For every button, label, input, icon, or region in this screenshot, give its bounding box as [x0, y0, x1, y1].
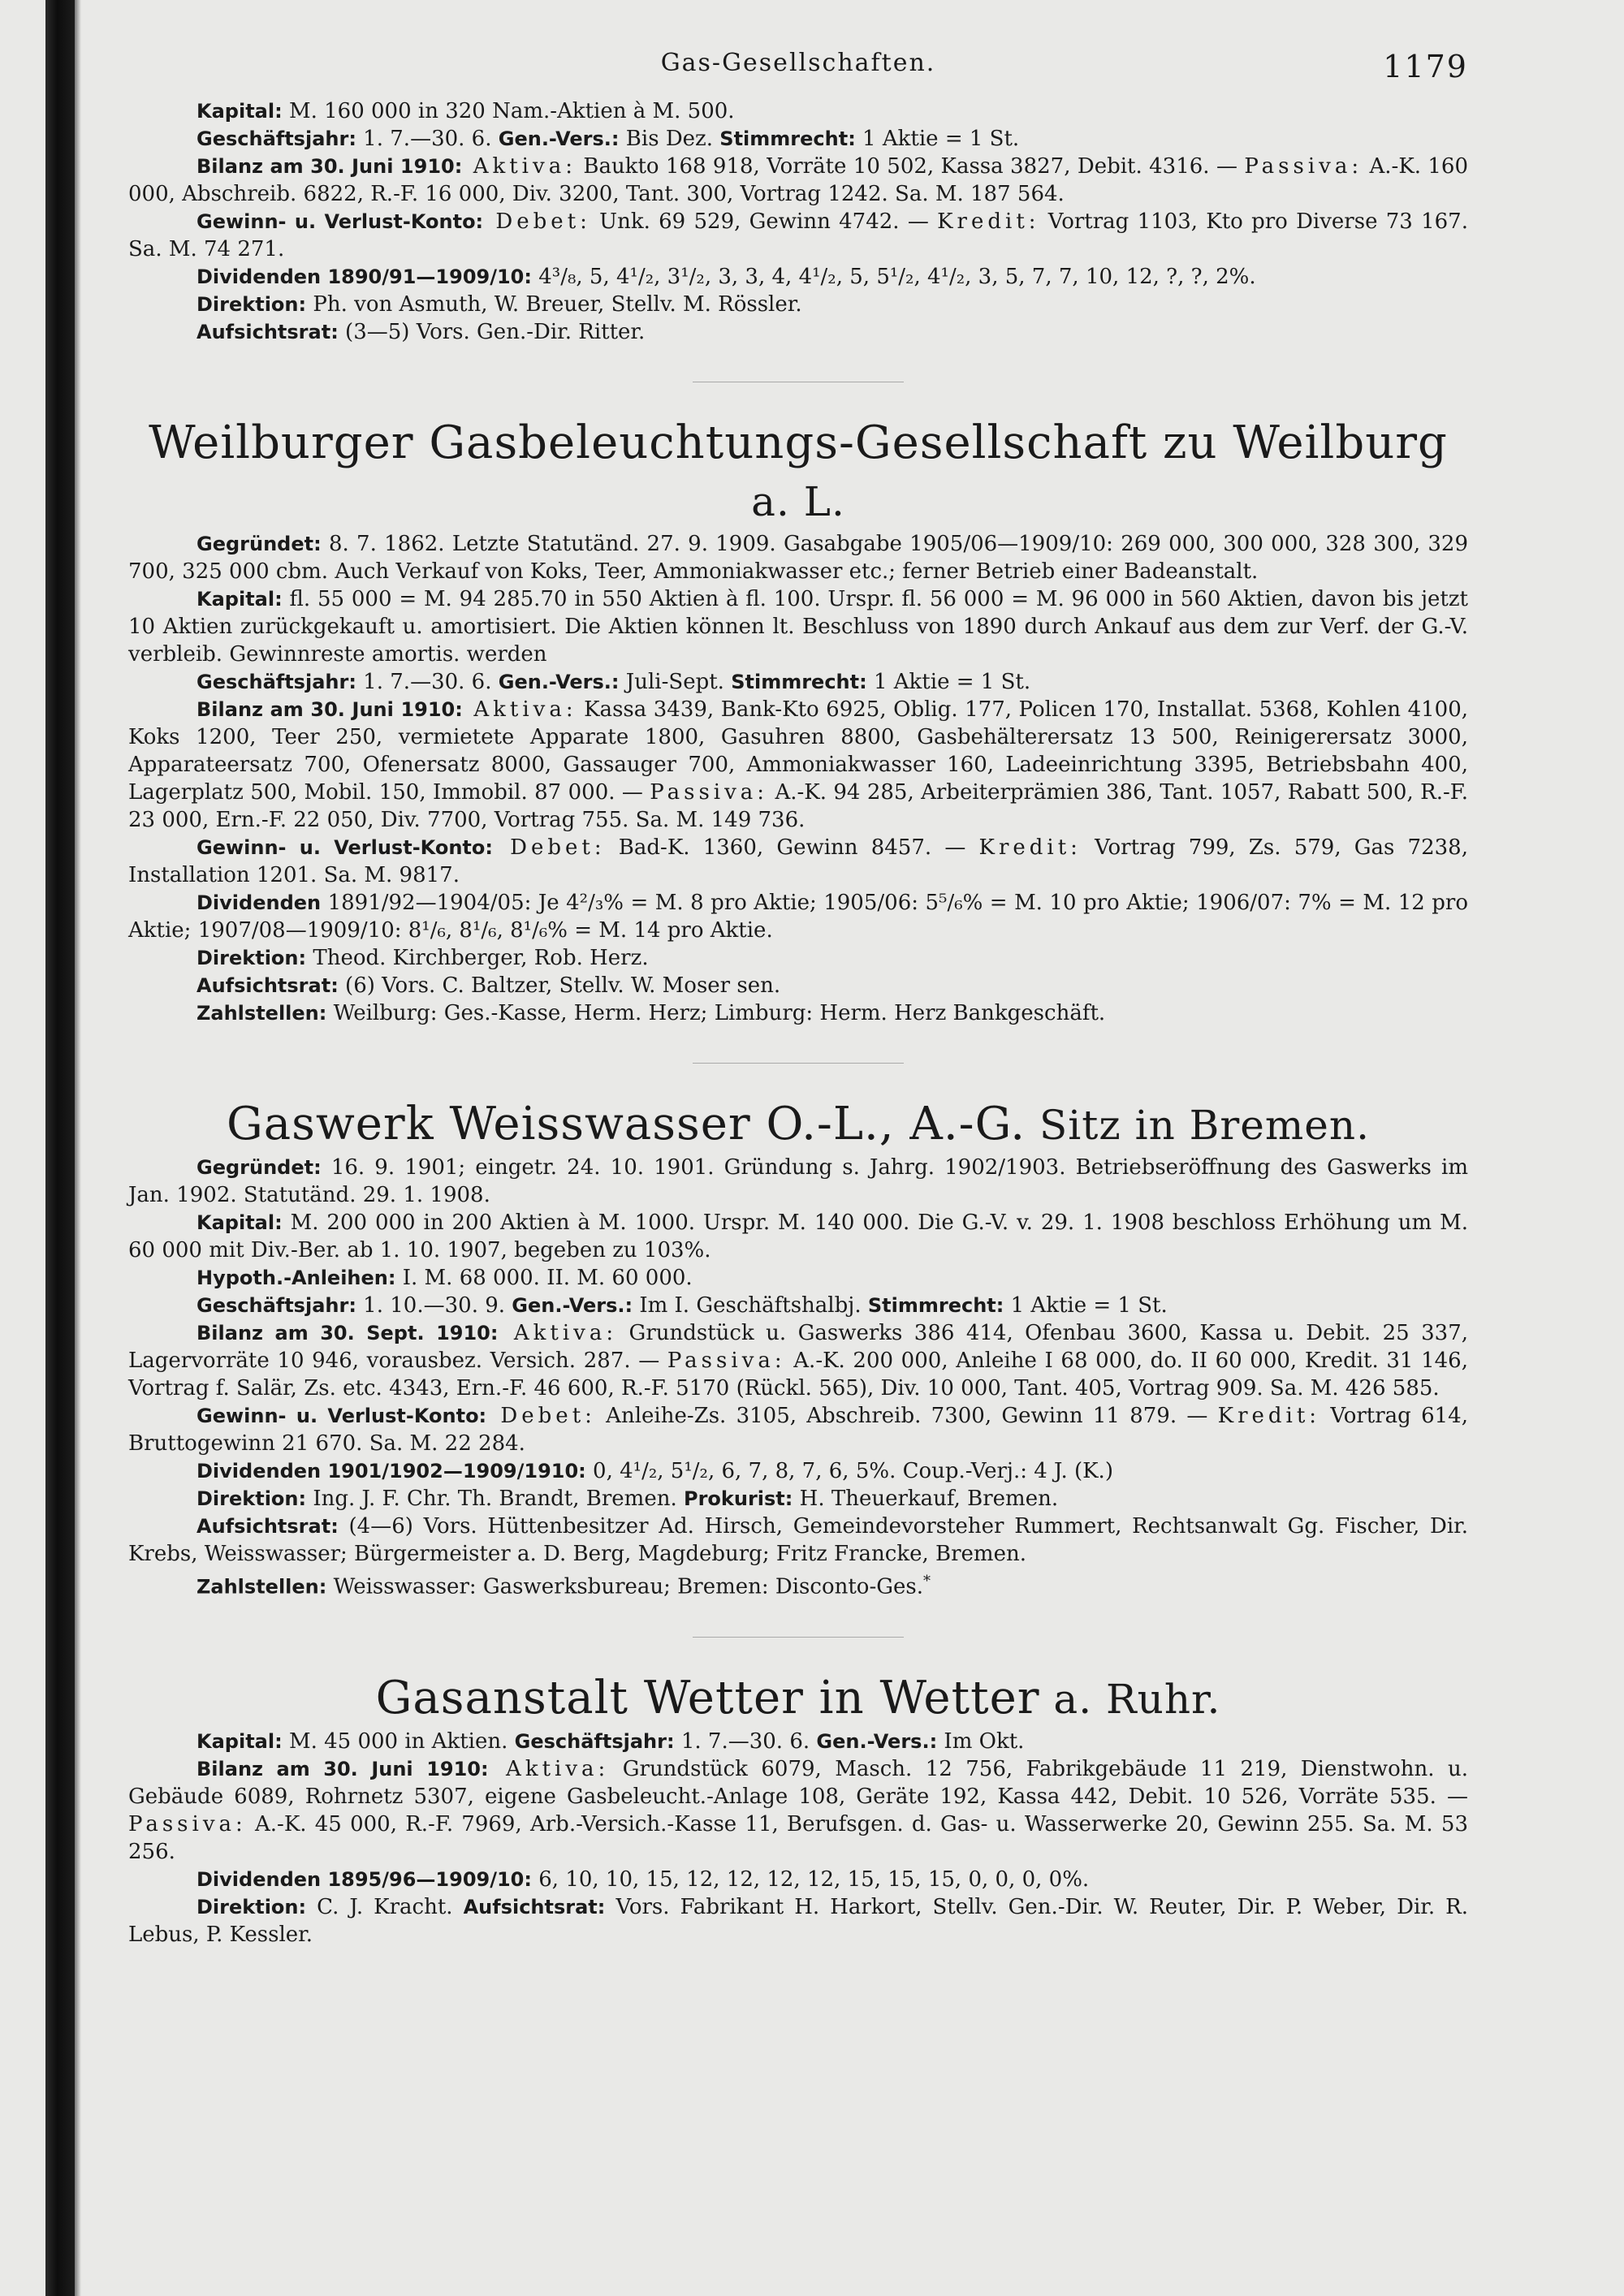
company-seat: a. L.: [751, 478, 845, 525]
company-entry: [128, 1063, 1468, 1601]
footnote-mark: *: [923, 1573, 931, 1590]
field-keyword: Aufsichtsrat:: [463, 1895, 606, 1918]
account-side-label: Passiva:: [128, 1811, 247, 1836]
entry-paragraph: [128, 1402, 1468, 1457]
account-side-label: Debet:: [486, 1404, 596, 1428]
field-keyword: Prokurist:: [684, 1487, 793, 1510]
entry-paragraph: [128, 696, 1468, 834]
company-entry: [128, 1637, 1468, 1949]
field-keyword: Direktion:: [197, 947, 307, 969]
company-entries: [128, 97, 1468, 1949]
field-text: Kassa 3439, Bank-Kto 6925, Oblig. 177, Policen 170, Installat. 5368, Kohlen 4100, Koks 1200, Teer 250, vermietete Apparate 1800, Gasuhren 8800, Gasbehälterersatz 13 500, Reinigerersatz 3000, Apparateersatz 700, Ofenersatz 8000, Gassauger 700, Ammoniakwasser 160, Ladeeinrichtung 3395, Betriebsbahn 400, Lagerplatz 500, Mobil. 150, Immobil. 87 000. —: [128, 697, 1469, 805]
field-text: Bad-K. 1360, Gewinn 8457. —: [605, 835, 979, 860]
account-side-label: Kredit:: [978, 835, 1082, 860]
field-keyword: Kapital:: [197, 588, 283, 611]
field-text: Ing. J. F. Chr. Th. Brandt, Bremen.: [306, 1487, 684, 1511]
section-divider: [693, 1063, 904, 1064]
field-keyword: Bilanz am 30. Sept. 1910:: [197, 1322, 499, 1344]
field-keyword: Gewinn- u. Verlust-Konto:: [197, 1405, 487, 1427]
field-text: 4³/₈, 5, 4¹/₂, 3¹/₂, 3, 3, 4, 4¹/₂, 5, 5¹/₂, 4¹/₂, 3, 5, 7, 7, 10, 12, ?, ?, 2%.: [531, 265, 1256, 289]
field-keyword: Gegründet:: [197, 533, 322, 555]
company-entry: [128, 382, 1468, 1027]
field-keyword: Gegründet:: [197, 1156, 322, 1179]
field-keyword: Hypoth.-Anleihen:: [197, 1267, 396, 1289]
field-text: M. 160 000 in 320 Nam.-Aktien à M. 500.: [282, 99, 735, 123]
entry-paragraph: [128, 944, 1468, 972]
field-text: Vortrag 799, Zs. 579, Gas 7238, Installation 1201. Sa. M. 9817.: [128, 835, 1468, 887]
running-head: [128, 49, 1468, 97]
field-text: Bis Dez.: [619, 127, 720, 151]
field-keyword: Kapital:: [197, 1211, 283, 1234]
field-keyword: Stimmrecht:: [731, 671, 867, 693]
field-text: A.-K. 200 000, Anleihe I 68 000, do. II 60 000, Kredit. 31 146, Vortrag f. Salär, Zs. etc. 4343, Ern.-F. 46 600, R.-F. 5170 (Rückl. 565), Div. 10 000, Tant. 405, Vortrag 909. Sa. M. 426 585.: [128, 1349, 1468, 1400]
company-title: [128, 415, 1468, 530]
field-text: A.-K. 45 000, R.-F. 7969, Arb.-Versich.-Kasse 11, Berufsgen. d. Gas- u. Wasserwerke 20, Gewinn 255. Sa. M. 53 256.: [128, 1811, 1468, 1864]
field-text: Ph. von Asmuth, W. Breuer, Stellv. M. Rössler.: [306, 292, 802, 317]
field-text: I. M. 68 000. II. M. 60 000.: [395, 1266, 693, 1290]
entry-paragraph: [128, 1319, 1468, 1402]
company-name: Gasanstalt Wetter in Wetter: [375, 1671, 1040, 1724]
account-side-label: Kredit:: [1217, 1404, 1321, 1428]
entry-paragraph: [128, 291, 1468, 318]
company-entry: [128, 97, 1468, 346]
field-keyword: Aufsichtsrat:: [197, 321, 339, 343]
field-keyword: Stimmrecht:: [867, 1294, 1004, 1317]
book-spine-edge: [75, 0, 81, 2296]
field-text: fl. 55 000 = M. 94 285.70 in 550 Aktien à fl. 100. Urspr. fl. 56 000 = M. 96 000 in 560 Aktien, davon bis jetzt 10 Aktien zurückgekauft u. amortisiert. Die Aktien können lt. Beschluss von 1890 durch Ankauf aus dem zur Verf. der G.-V. verbleib. Gewinnreste amortis. werden: [128, 587, 1468, 667]
entry-paragraph: [128, 97, 1468, 125]
field-keyword: Aufsichtsrat:: [197, 1515, 339, 1538]
entry-paragraph: [128, 1264, 1468, 1292]
entry-paragraph: [128, 1893, 1468, 1949]
field-text: Vortrag 1103, Kto pro Diverse 73 167. Sa. M. 74 271.: [128, 209, 1468, 261]
document-page: [128, 49, 1468, 1949]
entry-paragraph: [128, 153, 1468, 208]
entry-paragraph: [128, 1485, 1468, 1513]
field-text: 1 Aktie = 1 St.: [1004, 1293, 1168, 1318]
field-text: 1. 7.—30. 6.: [356, 670, 499, 694]
company-title: [128, 1670, 1468, 1728]
entry-paragraph: [128, 1755, 1468, 1866]
field-keyword: Gen.-Vers.:: [512, 1294, 633, 1317]
account-side-label: Kredit:: [937, 209, 1040, 234]
field-keyword: Gewinn- u. Verlust-Konto:: [197, 210, 484, 233]
field-text: Im I. Geschäftshalbj.: [633, 1293, 868, 1318]
field-text: 8. 7. 1862. Letzte Statutänd. 27. 9. 1909. Gasabgabe 1905/06—1909/10: 269 000, 300 000, 328 300, 329 700, 325 000 cbm. Auch Verkauf von Koks, Teer, Ammoniakwasser etc.; ferner Betrieb einer Badeanstalt.: [128, 532, 1468, 584]
field-text: 16. 9. 1901; eingetr. 24. 10. 1901. Gründung s. Jahrg. 1902/1903. Betriebseröffnung des Gaswerks im Jan. 1902. Statutänd. 29. 1. 1908.: [128, 1155, 1468, 1207]
entry-paragraph: [128, 585, 1468, 668]
field-keyword: Aufsichtsrat:: [197, 974, 339, 997]
entry-paragraph: [128, 889, 1468, 944]
field-keyword: Gewinn- u. Verlust-Konto:: [197, 836, 493, 859]
field-keyword: Geschäftsjahr:: [514, 1729, 675, 1753]
field-keyword: Geschäftsjahr:: [197, 127, 356, 150]
account-side-label: Debet:: [492, 835, 606, 860]
entry-paragraph: [128, 208, 1468, 263]
field-text: Vors. Fabrikant H. Harkort, Stellv. Gen.-Dir. W. Reuter, Dir. P. Weber, Dir. R. Lebus, P. Kessler.: [128, 1894, 1468, 1947]
account-side-label: Aktiva:: [498, 1321, 618, 1345]
field-text: C. J. Kracht.: [306, 1894, 464, 1919]
field-text: 1. 7.—30. 6.: [674, 1728, 817, 1754]
field-keyword: Direktion:: [197, 1487, 307, 1510]
field-keyword: Dividenden: [197, 891, 322, 914]
field-keyword: Kapital:: [197, 100, 283, 123]
account-side-label: Passiva:: [667, 1349, 786, 1373]
entry-paragraph: [128, 1513, 1468, 1568]
field-text: M. 45 000 in Aktien.: [282, 1728, 515, 1754]
company-name: Weilburger Gasbeleuchtungs-Gesellschaft zu Weilburg: [149, 416, 1448, 469]
field-text: M. 200 000 in 200 Aktien à M. 1000. Urspr. M. 140 000. Die G.-V. v. 29. 1. 1908 beschloss Erhöhung um M. 60 000 mit Div.-Ber. ab 1. 10. 1907, begeben zu 103%.: [128, 1211, 1468, 1262]
account-side-label: Debet:: [483, 209, 591, 234]
field-keyword: Zahlstellen:: [197, 1002, 327, 1025]
entry-paragraph: [128, 1568, 1468, 1601]
field-text: A.-K. 94 285, Arbeiterprämien 386, Tant. 1057, Rabatt 500, R.-F. 23 000, Ern.-F. 22 050, Div. 7700, Vortrag 755. Sa. M. 149 736.: [128, 780, 1469, 832]
book-spine-shadow: [45, 0, 75, 2296]
field-text: H. Theuerkauf, Bremen.: [793, 1487, 1059, 1511]
account-side-label: Aktiva:: [462, 697, 577, 722]
field-keyword: Bilanz am 30. Juni 1910:: [197, 155, 463, 178]
field-text: Baukto 168 918, Vorräte 10 502, Kassa 3827, Debit. 4316. —: [576, 154, 1245, 179]
field-text: 1. 7.—30. 6.: [356, 127, 499, 151]
field-text: 1 Aktie = 1 St.: [855, 127, 1020, 151]
field-keyword: Direktion:: [197, 1895, 307, 1918]
entry-paragraph: [128, 999, 1468, 1027]
field-text: 1. 10.—30. 9.: [356, 1293, 512, 1318]
entry-paragraph: [128, 1457, 1468, 1485]
field-text: Vortrag 614, Bruttogewinn 21 670. Sa. M. 22 284.: [128, 1404, 1468, 1456]
company-seat: Sitz in Bremen.: [1026, 1102, 1370, 1149]
account-side-label: Aktiva:: [462, 154, 577, 179]
field-text: Weisswasser: Gaswerksbureau; Bremen: Disconto-Ges.: [326, 1574, 923, 1599]
company-name: Gaswerk Weisswasser O.-L., A.-G.: [227, 1098, 1026, 1150]
company-title: [128, 1096, 1468, 1154]
entry-paragraph: [128, 1728, 1468, 1755]
field-text: 0, 4¹/₂, 5¹/₂, 6, 7, 8, 7, 6, 5%. Coup.-Verj.: 4 J. (K.): [585, 1459, 1113, 1483]
entry-paragraph: [128, 972, 1468, 999]
entry-paragraph: [128, 1292, 1468, 1319]
field-keyword: Bilanz am 30. Juni 1910:: [197, 698, 463, 721]
running-title: Gas-Gesellschaften.: [660, 49, 936, 77]
entry-paragraph: [128, 668, 1468, 696]
field-text: Weilburg: Ges.-Kasse, Herm. Herz; Limburg: Herm. Herz Bankgeschäft.: [326, 1001, 1106, 1025]
field-keyword: Geschäftsjahr:: [197, 1294, 356, 1317]
field-keyword: Gen.-Vers.:: [498, 671, 620, 693]
entry-paragraph: [128, 1866, 1468, 1893]
field-text: Anleihe-Zs. 3105, Abschreib. 7300, Gewinn 11 879. —: [595, 1404, 1218, 1428]
field-keyword: Gen.-Vers.:: [816, 1729, 938, 1753]
account-side-label: Aktiva:: [488, 1756, 610, 1781]
entry-paragraph: [128, 530, 1468, 585]
field-text: Unk. 69 529, Gewinn 4742. —: [590, 209, 938, 234]
field-text: (6) Vors. C. Baltzer, Stellv. W. Moser sen.: [338, 973, 781, 998]
field-keyword: Stimmrecht:: [719, 127, 856, 150]
entry-paragraph: [128, 125, 1468, 153]
field-text: 1 Aktie = 1 St.: [866, 670, 1031, 694]
field-text: 1891/92—1904/05: Je 4²/₃% = M. 8 pro Aktie; 1905/06: 5⁵/₆% = M. 10 pro Aktie; 1906/07: 7% = M. 12 pro Aktie; 1907/08—1909/10: 8¹/₆, 8¹/₆, 8¹/₆% = M. 14 pro Aktie.: [128, 891, 1468, 943]
field-keyword: Bilanz am 30. Juni 1910:: [197, 1757, 489, 1780]
field-text: 6, 10, 10, 15, 12, 12, 12, 12, 15, 15, 15, 0, 0, 0, 0%.: [531, 1867, 1090, 1892]
field-text: A.-K. 160 000, Abschreib. 6822, R.-F. 16 000, Div. 3200, Tant. 300, Vortrag 1242. Sa. M. 187 564.: [128, 154, 1469, 206]
field-text: (4—6) Vors. Hüttenbesitzer Ad. Hirsch, Gemeindevorsteher Rummert, Rechtsanwalt Gg. Fischer, Dir. Krebs, Weisswasser; Bürgermeister a. D. Berg, Magdeburg; Fritz Francke, Bremen.: [128, 1514, 1468, 1566]
field-text: Theod. Kirchberger, Rob. Herz.: [306, 946, 649, 970]
field-keyword: Dividenden 1895/96—1909/10:: [197, 1867, 532, 1891]
entry-paragraph: [128, 834, 1468, 889]
field-keyword: Dividenden 1901/1902—1909/1910:: [197, 1460, 586, 1482]
field-text: Grundstück 6079, Masch. 12 756, Fabrikgebäude 11 219, Dienstwohn. u. Gebäude 6089, Rohrnetz 5307, eigene Gasbeleucht.-Anlage 108, Geräte 192, Kassa 442, Debit. 10 526, Vorräte 535. —: [128, 1756, 1468, 1809]
account-side-label: Passiva:: [1244, 154, 1363, 179]
page-number: 1179: [1383, 49, 1468, 84]
field-text: Juli-Sept.: [619, 670, 732, 694]
field-keyword: Direktion:: [197, 293, 307, 316]
field-text: (3—5) Vors. Gen.-Dir. Ritter.: [338, 320, 646, 344]
field-keyword: Dividenden 1890/91—1909/10:: [197, 265, 532, 288]
entry-paragraph: [128, 1154, 1468, 1209]
entry-paragraph: [128, 1209, 1468, 1264]
field-keyword: Zahlstellen:: [197, 1575, 327, 1599]
field-text: Grundstück u. Gaswerks 386 414, Ofenbau 3600, Kassa u. Debit. 25 337, Lagervorräte 10 946, vorausbez. Versich. 287. —: [128, 1321, 1468, 1373]
field-keyword: Kapital:: [197, 1729, 283, 1753]
company-seat: a. Ruhr.: [1039, 1675, 1221, 1723]
field-text: Im Okt.: [937, 1728, 1025, 1754]
entry-paragraph: [128, 263, 1468, 291]
section-divider: [693, 1637, 904, 1638]
entry-paragraph: [128, 318, 1468, 346]
field-keyword: Gen.-Vers.:: [498, 127, 620, 150]
field-keyword: Geschäftsjahr:: [197, 671, 356, 693]
account-side-label: Passiva:: [650, 780, 769, 805]
